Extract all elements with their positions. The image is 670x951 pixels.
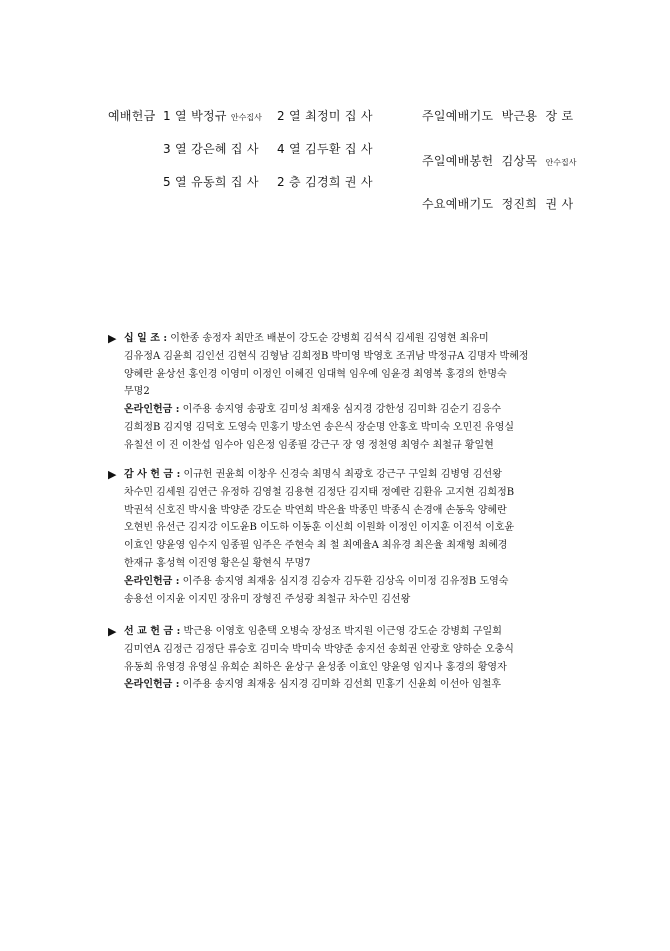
tithe-line: 양혜란 윤상선 홍인경 이영미 이정인 이혜진 임대혁 임우예 임윤경 최영복 홍경의 한명숙	[124, 368, 507, 380]
offering-row-4: 4 열 김두환 집 사	[277, 142, 373, 156]
offering-row-3: 3 열 강은혜 집 사	[163, 142, 259, 156]
tithe-line: 십 일 조 : 이한종 송정자 최만조 배분이 강도순 강병희 김석식 김세원 김영현 최유미	[124, 333, 489, 344]
thanks-line: 이효인 양윤영 임수지 임종필 임주은 주현숙 최 철 최예율A 최유경 최은율 최재형 최혜경	[124, 540, 508, 552]
tithe-online-line: 유칠선 이 진 이찬섭 임수아 임은정 임종필 강근구 장 영 정천영 최영수 최철규 황일현	[124, 439, 494, 451]
tithe-line: 무명2	[124, 386, 150, 398]
thanks-line: 오현빈 유선근 김지강 이도윤B 이도하 이동훈 이신희 이원화 이정인 이지훈 이진석 이호윤	[124, 522, 515, 534]
tithe-line: 김유정A 김윤희 김인선 김현식 김형남 김희정B 박미영 박영호 조귀남 박정규A 김명자 박혜정	[124, 350, 529, 362]
offering-label: 예배헌금	[108, 109, 156, 123]
tithe-online-line: 온라인헌금 : 이주용 송지영 송광호 김미성 최재웅 심지경 강한성 김미화 김순기 김응수	[124, 404, 502, 416]
arrow-icon: ▶	[108, 468, 117, 481]
prayer-offering: 주일예배봉헌 김상목 안수집사	[422, 154, 577, 168]
mission-line: 김미연A 김정근 김정단 류승호 김미숙 박미숙 박양준 송지선 송희권 안광호 양하순 오충식	[124, 643, 514, 655]
mission-online-line: 온라인헌금 : 이주용 송지영 최재웅 심지경 김미화 김선희 민홍기 신윤희 이선아 임철후	[124, 679, 502, 691]
offering-row-6: 2 층 김경희 권 사	[277, 175, 373, 189]
prayer-wednesday: 수요예배기도 정진희 권 사	[422, 197, 574, 211]
offering-row-5: 5 열 유동희 집 사	[163, 175, 259, 189]
arrow-icon: ▶	[108, 625, 117, 638]
thanks-line: 감 사 헌 금 : 이규헌 권윤희 이창우 신경숙 최명식 최광호 강근구 구일회 김병영 김선왕	[124, 469, 502, 480]
offering-row-1: 1 열 박정규 안수집사	[163, 109, 262, 123]
mission-line: 유동희 유영경 유영실 유희순 최하은 윤상구 윤성종 이효인 양윤영 임지나 홍경의 황영자	[124, 661, 507, 673]
thanks-line: 한재규 홍성혁 이진영 황은실 황현식 무명7	[124, 557, 311, 569]
mission-line: 선 교 헌 금 : 박근용 이영호 임춘택 오병숙 장성조 박지원 이근영 강도순 강병희 구일회	[124, 626, 502, 637]
offering-row-2: 2 열 최정미 집 사	[277, 109, 373, 123]
thanks-line: 차수민 김세원 김연근 유정하 김영철 김용현 김정단 김지태 정예란 김환유 고지현 김희정B	[124, 486, 515, 498]
arrow-icon: ▶	[108, 332, 117, 345]
tithe-online-line: 김희정B 김지영 김덕호 도영숙 민홍기 방소연 송은식 장순명 안홍호 박미숙 오민진 유영실	[124, 421, 515, 433]
thanks-online-line: 송용선 이지윤 이지민 장유미 장형진 주성광 최철규 차수민 김선왕	[124, 593, 411, 605]
thanks-online-line: 온라인헌금 : 이주용 송지영 최재웅 심지경 김승자 김두환 김상옥 이미정 김유정B 도영숙	[124, 575, 509, 587]
prayer-sunday: 주일예배기도 박근용 장 로	[422, 109, 574, 123]
thanks-line: 박권석 신호진 박시율 박양준 강도순 박연희 박은율 박종민 박종식 손경애 손동욱 양혜란	[124, 504, 507, 516]
